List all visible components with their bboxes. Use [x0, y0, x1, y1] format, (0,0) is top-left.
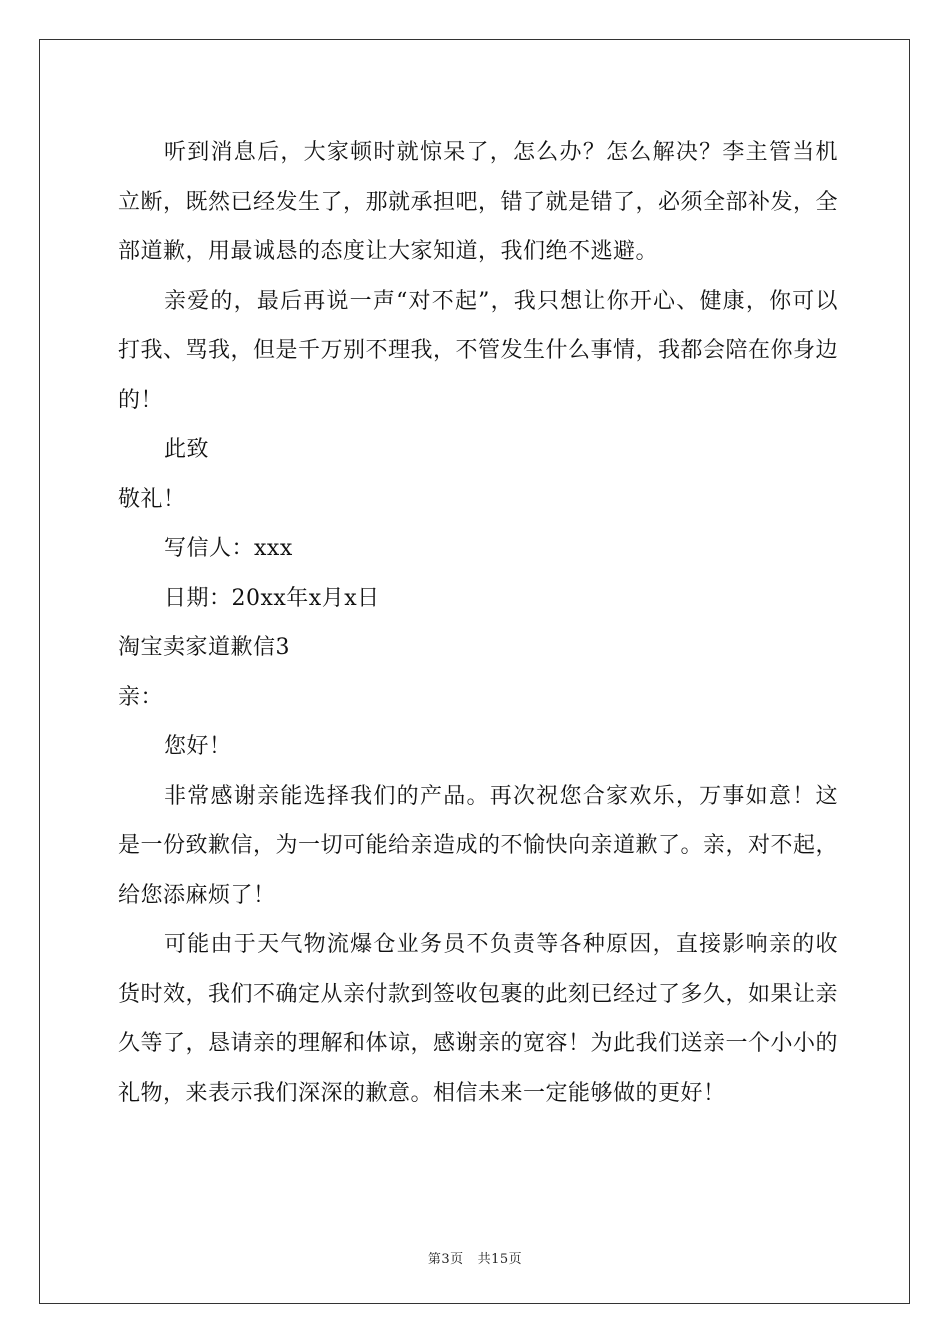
page-footer: [0, 1248, 950, 1267]
document-body: [118, 128, 838, 1118]
page-number: 第3页: [427, 1252, 464, 1267]
page-total: 共15页: [477, 1252, 523, 1267]
greeting-recipient: 亲：: [118, 684, 164, 710]
signature-writer: 写信人：xxx: [164, 536, 293, 561]
paragraph-apology-closing: 亲爱的，最后再说一声“对不起”，我只想让你开心、健康，你可以打我、骂我，但是千万别不理我，不管发生什么事情，我都会陪在你身边的！: [118, 288, 839, 413]
salutation-respect: 敬礼！: [118, 486, 186, 512]
paragraph-incident: 听到消息后，大家顿时就惊呆了，怎么办？怎么解决？李主管当机立断，既然已经发生了，那就承担吧，错了就是错了，必须全部补发，全部道歉，用最诚恳的态度让大家知道，我们绝不逃避。: [118, 140, 839, 264]
paragraph-thanks: 非常感谢亲能选择我们的产品。再次祝您合家欢乐，万事如意！这是一份致歉信，为一切可能给亲造成的不愉快向亲道歉了。亲，对不起，给您添麻烦了！: [118, 783, 839, 908]
signature-date: 日期：20xx年x月x日: [164, 585, 380, 611]
greeting-hello: 您好！: [164, 734, 232, 759]
paragraph-reasons: 可能由于天气物流爆仓业务员不负责等各种原因，直接影响亲的收货时效，我们不确定从亲付款到签收包裹的此刻已经过了多久，如果让亲久等了，恳请亲的理解和体谅，感谢亲的宽容！为此我们送亲一个小小的礼物，来表示我们深深的歉意。相信未来一定能够做的更好！: [118, 932, 839, 1106]
letter-title: 淘宝卖家道歉信3: [118, 635, 290, 660]
salutation-closing: 此致: [164, 437, 210, 462]
